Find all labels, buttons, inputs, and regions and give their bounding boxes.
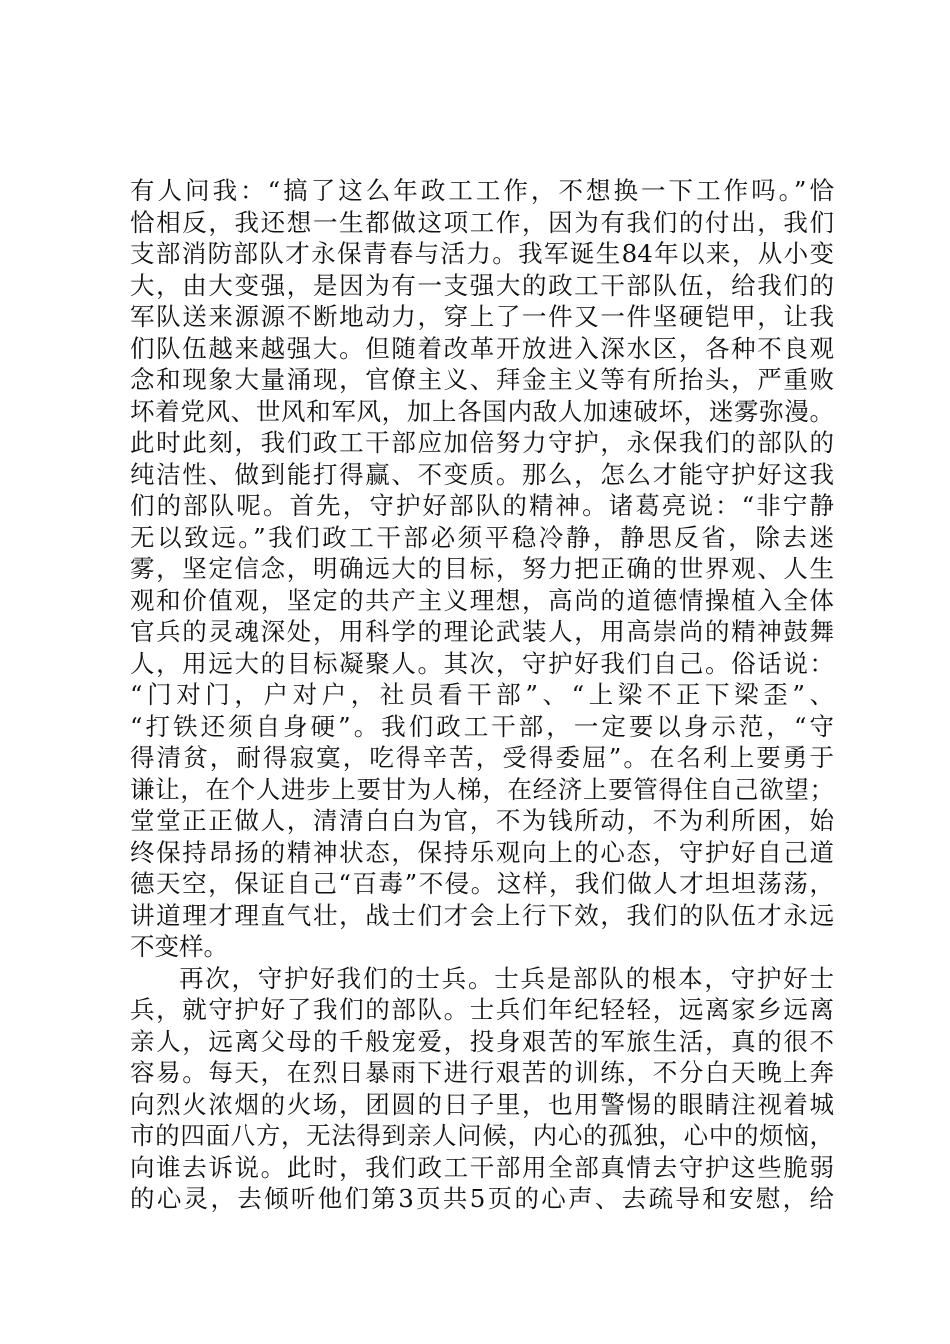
text-line: 们的部队呢。首先，守护好部队的精神。诸葛亮说：“非宁静: [130, 491, 834, 520]
text-line: 容易。每天，在烈日暴雨下进行艰苦的训练，不分白天晚上奔: [130, 1058, 834, 1087]
text-line: 坏着党风、世风和军风，加上各国内敌人加速破坏，迷雾弥漫。: [130, 396, 834, 426]
text-line: “门对门，户对户，社员看干部”、“上梁不正下梁歪”、: [130, 680, 834, 709]
text-line: 大，由大变强，是因为有一支强大的政工干部队伍，给我们的: [130, 270, 834, 300]
text-line: “打铁还须自身硬”。我们政工干部，一定要以身示范，“守: [130, 711, 834, 741]
text-line: 堂堂正正做人，清清白白为官，不为钱所动，不为利所困，始: [130, 806, 834, 835]
text-line: 纯洁性、做到能打得赢、不变质。那么，怎么才能守护好这我: [130, 459, 834, 489]
text-line: 终保持昂扬的精神状态，保持乐观向上的心态，守护好自己道: [130, 837, 834, 867]
text-line: 兵，就守护好了我们的部队。士兵们年纪轻轻，远离家乡远离: [130, 995, 834, 1024]
text-line: 的心灵，去倾听他们第3页共5页的心声、去疏导和安慰，给: [130, 1184, 834, 1213]
text-line: 得清贫，耐得寂寞，吃得辛苦，受得委屈”。在名利上要勇于: [130, 743, 834, 772]
text-line: 德天空，保证自己“百毒”不侵。这样，我们做人才坦坦荡荡，: [130, 869, 834, 898]
text-line: 向谁去诉说。此时，我们政工干部用全部真情去守护这些脆弱: [130, 1152, 834, 1182]
text-line: 再次，守护好我们的士兵。士兵是部队的根本，守护好士: [179, 963, 834, 993]
text-line: 此时此刻，我们政工干部应加倍努力守护，永保我们的部队的: [130, 428, 834, 457]
text-line: 支部消防部队才永保青春与活力。我军诞生84年以来，从小变: [130, 239, 834, 268]
text-line: 人，用远大的目标凝聚人。其次，守护好我们自己。俗话说：: [130, 648, 834, 678]
text-line: 雾，坚定信念，明确远大的目标，努力把正确的世界观、人生: [130, 554, 834, 583]
text-line: 官兵的灵魂深处，用科学的理论武装人，用高崇尚的精神鼓舞: [130, 617, 834, 646]
text-line: 讲道理才理直气壮，战士们才会上行下效，我们的队伍才永远: [130, 900, 834, 930]
text-line: 向烈火浓烟的火场，团圆的日子里，也用警惕的眼睛注视着城: [130, 1089, 834, 1119]
document-body: [130, 175, 834, 1215]
text-line: 不变样。: [130, 932, 228, 961]
text-line: 恰相反，我还想一生都做这项工作，因为有我们的付出，我们: [130, 207, 834, 237]
text-line: 谦让，在个人进步上要甘为人梯，在经济上要管得住自己欲望；: [130, 774, 834, 804]
text-line: 观和价值观，坚定的共产主义理想，高尚的道德情操植入全体: [130, 585, 834, 615]
text-line: 有人问我：“搞了这么年政工工作，不想换一下工作吗。”恰: [130, 176, 834, 205]
text-line: 市的四面八方，无法得到亲人问候，内心的孤独，心中的烦恼，: [130, 1121, 834, 1150]
text-line: 无以致远。”我们政工干部必须平稳冷静，静思反省，除去迷: [130, 522, 834, 552]
text-line: 念和现象大量涌现，官僚主义、拜金主义等有所抬头，严重败: [130, 365, 834, 394]
text-line: 亲人，远离父母的千般宠爱，投身艰苦的军旅生活，真的很不: [130, 1026, 834, 1056]
text-line: 军队送来源源不断地动力，穿上了一件又一件坚硬铠甲，让我: [130, 302, 834, 331]
text-line: 们队伍越来越强大。但随着改革开放进入深水区，各种不良观: [130, 333, 834, 363]
